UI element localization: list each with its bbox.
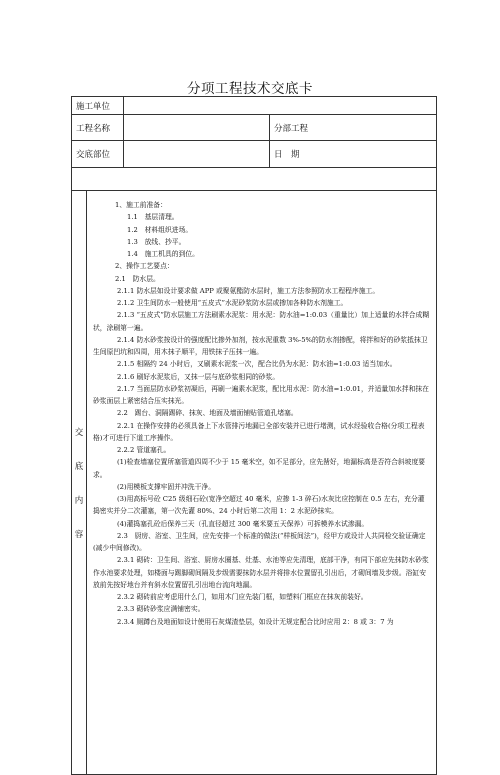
content-line: 2.2.1 在操作安排的必须具备上下水管排污地漏已全部安装并已进行堵测，试水经验收合格(分项工程表格)才可进行下道工序操作。 <box>93 421 425 442</box>
content-line: 1.4 施工机具的到位。 <box>127 250 199 258</box>
content-line: (2)用模板支撑牢固并冲洗干净。 <box>117 482 215 491</box>
content-line: 2.1.6 刷好水泥浆后，又抹一层与底砂浆相同的砂浆。 <box>117 372 280 381</box>
subproject-label: 分部工程 <box>270 115 437 141</box>
content-line: 2.1.3 “五皮式”防水层施工方法刷素水泥浆：用水泥：防水油=1:0.03（重量比）加上适量的水拌合成糊状，涂刷第一遍。 <box>93 311 430 332</box>
project-name-value[interactable] <box>124 115 270 141</box>
content-line: 2.3 厨房、浴室、卫生间，应先安排一个标准的做法(“样板间法”)，经甲方或设计人共同检交验证确定(减少中间修改)。 <box>93 531 426 552</box>
content-line: 2.1.5 相隔约 24 小时后，又刷素水泥浆一次，配合比仍为水泥：防水油=1:0.03 适当加水。 <box>117 360 397 369</box>
content-line: 1.3 放线、抄平。 <box>127 237 186 246</box>
dept-value[interactable] <box>124 141 270 168</box>
content-line: 2.3.4 厕蹲台及地面如设计使用石灰煤渣垫层，如设计无规定配合比时应用 2：8 或 3：7 为 <box>117 617 394 626</box>
content-line: (3)用高标号砼 C25 级细石砼(宽净空超过 40 毫米，应掺 1-3 碎石)水灰比应控制在 0.5 左右，充分灌捣密实并分二次灌塞，第一次先灌 80%、24 小时后第二次用 1：2 水泥砂抹实。 <box>93 495 425 516</box>
content-line: 2.1.1 防水层如设计要求做 APP 或聚氨酯防水层时，施工方法参照防水工程程序施工。 <box>117 286 380 295</box>
content-line: 1.1 基层清理。 <box>127 213 179 222</box>
content-line: 1.2 材料组织进场。 <box>127 225 193 234</box>
unit-value[interactable] <box>124 97 437 115</box>
content-line: 2.1.2 卫生间防水一般使用“五皮式”水泥砂浆防水层或掺加各种防水剂施工。 <box>117 299 348 307</box>
content-line: 2.2 踢台、洞隔踢碎、抹灰、地面及墙面铺贴管道孔堵塞。 <box>117 409 298 418</box>
content-side-label <box>72 191 87 775</box>
disclosure-form-table <box>71 96 437 775</box>
content-line: (1)检查墙塞位置所塞管道四周不少于 15 毫米空，如不足部分，应先凿好，地漏标高是否符合斜坡度要求。 <box>93 458 426 479</box>
dept-label: 交底部位 <box>72 141 124 168</box>
content-line: 2.1.7 当面层防水砂浆初凝后，再刷一遍素水泥浆，配比用水泥：防水油=1:0.01，并适量加水拌和抹在砂浆面层上紧密结合压实抹光。 <box>93 384 429 405</box>
date-label: 日 期 <box>270 141 437 168</box>
content-line: 2.2.2 管道塞孔。 <box>117 446 171 454</box>
blank-row <box>72 168 437 191</box>
disclosure-content <box>87 191 437 775</box>
side-char: 内 <box>74 495 84 506</box>
content-line: 1、施工前准备： <box>115 201 167 209</box>
content-line: 2.3.3 砌砖砂浆应满铺密实。 <box>117 605 205 614</box>
content-line: (4)灌捣塞孔砼后保养三天（孔直径超过 300 毫米要五天保养）可拆模养水试渗漏。 <box>117 519 369 528</box>
side-char: 底 <box>74 461 84 472</box>
content-line: 2.1 防水层。 <box>115 274 160 283</box>
content-line: 2、操作工艺要点： <box>115 262 174 271</box>
side-char: 交 <box>74 427 84 438</box>
project-name-label: 工程名称 <box>72 115 124 141</box>
side-char: 容 <box>74 529 84 540</box>
content-line: 2.1.4 防水砂浆按设计的强度配比掺外加剂，按水泥重数 3%-5%的防水剂掺配，将拌和好的砂浆抵抹卫生间原凹坑和四周，用木抹子顺平，用铁抹子压抹一遍。 <box>93 335 428 356</box>
content-line: 2.3.2 砌砖前应考虑用什么门，如用木门应先装门框，如塑料门框应在抹灰前装好。 <box>117 593 368 601</box>
unit-label: 施工单位 <box>72 97 124 115</box>
document-title: 分项工程技术交底卡 <box>187 81 313 97</box>
content-line: 2.3.1 砌砖：卫生间、浴室、厨房水圈基、灶基、水池等应先清理，底部干净，有同下部应先抹防水砂浆作水池要求处理，如楼面与踢脚砌间隔及步级需要抹防水层并将排水位置留孔引出后，才砌间墙及步级。浴缸安放前先按好地台并有斜水位置留孔引出地台流向地漏。 <box>93 556 429 589</box>
